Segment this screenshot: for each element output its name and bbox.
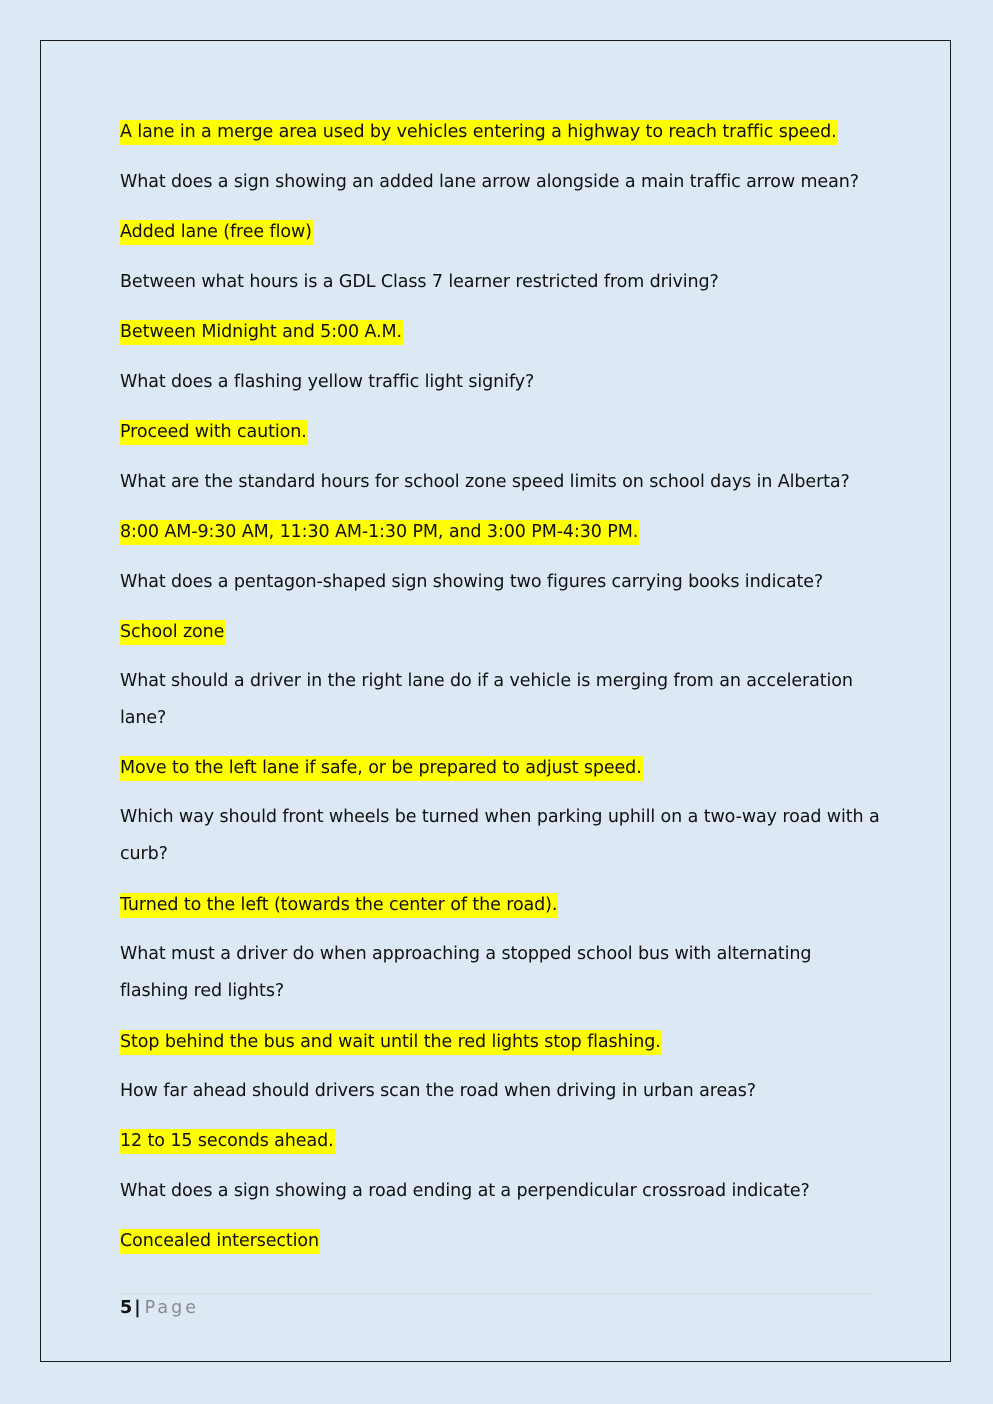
page-footer [120, 1298, 199, 1318]
highlighted-answer: Between Midnight and 5:00 A.M. [120, 320, 403, 345]
question-10: What does a sign showing a road ending at a perpendicular crossroad indicate? [120, 1181, 810, 1201]
answer-6 [120, 622, 225, 642]
answer-11 [120, 1231, 320, 1251]
question-6: What should a driver in the right lane do if a vehicle is merging from an acceleration lane? [120, 671, 853, 728]
highlighted-answer: Proceed with caution. [120, 420, 308, 445]
answer-10 [120, 1131, 335, 1151]
question-8: What must a driver do when approaching a stopped school bus with alternating flashing red lights? [120, 944, 812, 1001]
question-9: How far ahead should drivers scan the road when driving in urban areas? [120, 1081, 756, 1101]
highlighted-answer: Stop behind the bus and wait until the red lights stop flashing. [120, 1030, 662, 1055]
footer-separator: | [134, 1298, 141, 1318]
highlighted-answer: Concealed intersection [120, 1229, 320, 1254]
footer-divider [120, 1293, 875, 1294]
highlighted-answer: Added lane (free flow) [120, 220, 313, 245]
question-1: What does a sign showing an added lane arrow alongside a main traffic arrow mean? [120, 172, 859, 192]
answer-1 [120, 122, 838, 142]
highlighted-answer: Turned to the left (towards the center of the road). [120, 893, 558, 918]
answer-4 [120, 422, 308, 442]
question-7: Which way should front wheels be turned when parking uphill on a two-way road with a curb? [120, 807, 880, 864]
answer-3 [120, 322, 403, 342]
answer-2 [120, 222, 313, 242]
highlighted-answer: 8:00 AM-9:30 AM, 11:30 AM-1:30 PM, and 3:00 PM-4:30 PM. [120, 520, 639, 545]
page-number: 5 [120, 1298, 133, 1318]
highlighted-answer: 12 to 15 seconds ahead. [120, 1129, 335, 1154]
answer-9 [120, 1032, 662, 1052]
answer-7 [120, 758, 643, 778]
highlighted-answer: Move to the left lane if safe, or be prepared to adjust speed. [120, 756, 643, 781]
question-4: What are the standard hours for school zone speed limits on school days in Alberta? [120, 472, 850, 492]
question-5: What does a pentagon-shaped sign showing two figures carrying books indicate? [120, 572, 824, 592]
highlighted-answer: School zone [120, 620, 225, 645]
question-3: What does a flashing yellow traffic light signify? [120, 372, 535, 392]
answer-8 [120, 895, 558, 915]
page-label: Page [144, 1298, 199, 1318]
answer-5 [120, 522, 639, 542]
question-2: Between what hours is a GDL Class 7 learner restricted from driving? [120, 272, 719, 292]
highlighted-answer: A lane in a merge area used by vehicles entering a highway to reach traffic speed. [120, 120, 838, 145]
